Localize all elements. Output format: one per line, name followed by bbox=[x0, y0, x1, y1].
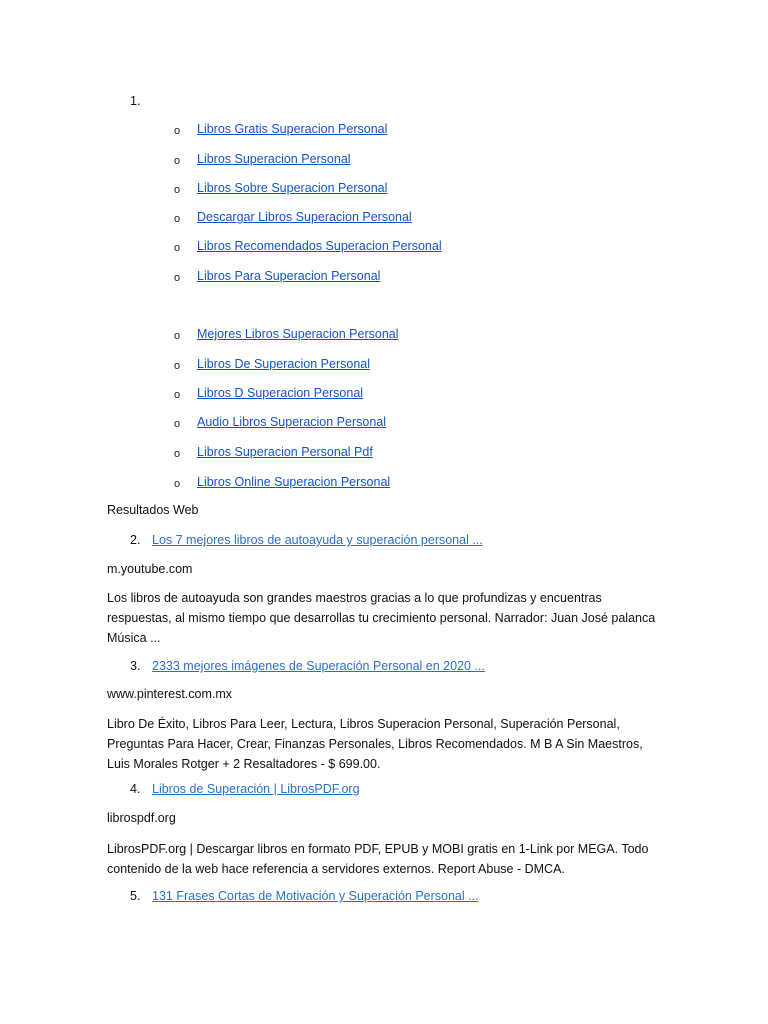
result-number: 3. bbox=[130, 659, 141, 673]
suggestion-link[interactable]: Descargar Libros Superacion Personal bbox=[197, 210, 412, 224]
bullet-icon: o bbox=[174, 272, 181, 284]
bullet-icon: o bbox=[174, 330, 181, 342]
result-domain: m.youtube.com bbox=[107, 562, 193, 576]
suggestion-link[interactable]: Audio Libros Superacion Personal bbox=[197, 415, 387, 429]
result-title-link[interactable]: Libros de Superación | LibrosPDF.org bbox=[152, 782, 360, 796]
suggestion-link[interactable]: Libros Sobre Superacion Personal bbox=[197, 181, 388, 195]
section-heading: Resultados Web bbox=[107, 503, 199, 517]
result-number: 4. bbox=[130, 782, 141, 796]
bullet-icon: o bbox=[174, 478, 181, 490]
result-title-link[interactable]: 131 Frases Cortas de Motivación y Superación Personal ... bbox=[152, 889, 479, 903]
bullet-icon: o bbox=[174, 242, 181, 254]
bullet-icon: o bbox=[174, 184, 181, 196]
suggestion-link[interactable]: Libros Para Superacion Personal bbox=[197, 269, 381, 283]
bullet-icon: o bbox=[174, 213, 181, 225]
bullet-icon: o bbox=[174, 155, 181, 167]
list-number-1: 1. bbox=[130, 94, 141, 108]
bullet-icon: o bbox=[174, 448, 181, 460]
bullet-icon: o bbox=[174, 418, 181, 430]
bullet-icon: o bbox=[174, 125, 181, 137]
result-domain: www.pinterest.com.mx bbox=[107, 687, 233, 701]
result-domain: librospdf.org bbox=[107, 811, 176, 825]
result-snippet: Libro De Éxito, Libros Para Leer, Lectura, Libros Superacion Personal, Superación Personal, Preguntas Para Hacer, Crear, Finanzas Personales, Libros Recomendados. M B A Sin Maestros, Luis Morales Rotger + 2 Resaltadores - $ 699.00. bbox=[107, 717, 643, 771]
suggestion-link[interactable]: Libros D Superacion Personal bbox=[197, 386, 364, 400]
suggestion-link[interactable]: Mejores Libros Superacion Personal bbox=[197, 327, 399, 341]
result-number: 2. bbox=[130, 533, 141, 547]
bullet-icon: o bbox=[174, 389, 181, 401]
result-snippet: LibrosPDF.org | Descargar libros en formato PDF, EPUB y MOBI gratis en 1-Link por MEGA. Todo contenido de la web hace referencia a servidores externos. Report Abuse - DMCA. bbox=[107, 842, 649, 876]
result-title-link[interactable]: 2333 mejores imágenes de Superación Personal en 2020 ... bbox=[152, 659, 485, 673]
bullet-icon: o bbox=[174, 360, 181, 372]
result-snippet: Los libros de autoayuda son grandes maestros gracias a lo que profundizas y encuentras respuestas, al mismo tiempo que desarrollas tu crecimiento personal. Narrador: Juan José palanca Música ... bbox=[107, 591, 656, 645]
suggestion-link[interactable]: Libros De Superacion Personal bbox=[197, 357, 371, 371]
suggestion-link[interactable]: Libros Superacion Personal Pdf bbox=[197, 445, 373, 459]
suggestion-link[interactable]: Libros Online Superacion Personal bbox=[197, 475, 391, 489]
result-title-link[interactable]: Los 7 mejores libros de autoayuda y superación personal ... bbox=[152, 533, 483, 547]
suggestion-link[interactable]: Libros Gratis Superacion Personal bbox=[197, 122, 388, 136]
suggestion-link[interactable]: Libros Superacion Personal bbox=[197, 152, 351, 166]
result-number: 5. bbox=[130, 889, 141, 903]
suggestion-link[interactable]: Libros Recomendados Superacion Personal bbox=[197, 239, 442, 253]
